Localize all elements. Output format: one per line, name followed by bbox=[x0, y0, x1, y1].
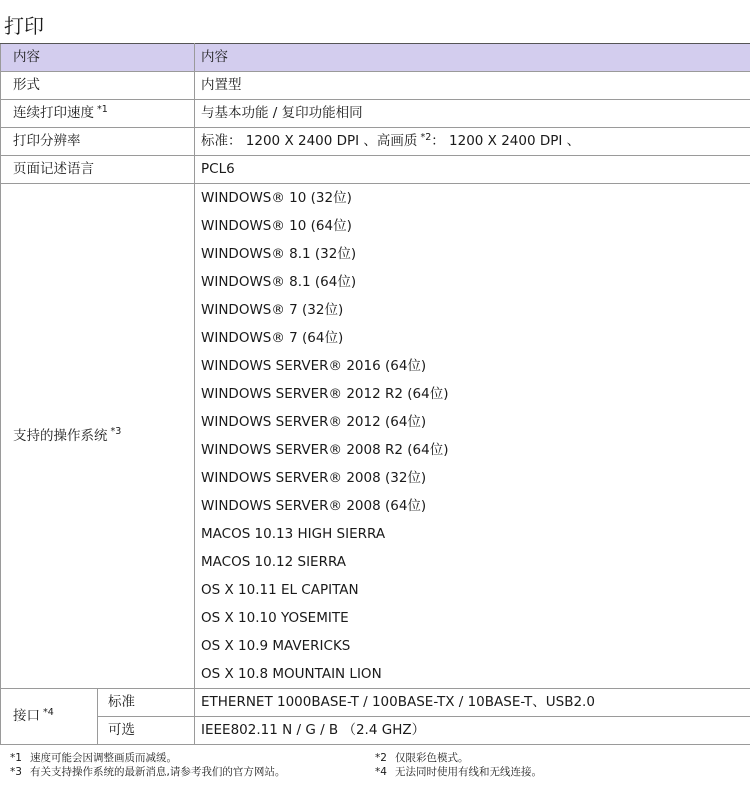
os-item: WINDOWS SERVER® 2008 (64位) bbox=[201, 498, 427, 514]
footnote-1-text: 速度可能会因调整画质而减缓。 bbox=[30, 752, 177, 764]
os-item: WINDOWS® 10 (64位) bbox=[201, 218, 352, 234]
resolution-footnote-ref: *2 bbox=[420, 131, 432, 143]
os-item: MACOS 10.13 HIGH SIERRA bbox=[201, 526, 386, 542]
row-value-resolution bbox=[195, 128, 750, 156]
row-label-interface bbox=[1, 689, 98, 745]
os-item: WINDOWS SERVER® 2008 (32位) bbox=[201, 470, 427, 486]
os-item: OS X 10.9 MAVERICKS bbox=[201, 638, 351, 654]
table-header-row bbox=[1, 44, 750, 72]
os-item: WINDOWS® 8.1 (32位) bbox=[201, 246, 357, 262]
resolution-value-b: ： 1200 X 2400 DPI 、 bbox=[431, 133, 581, 149]
footnote-3-text: 有关支持操作系统的最新消息,请参考我们的官方网站。 bbox=[30, 766, 286, 778]
footnote-3 bbox=[10, 765, 285, 780]
os-footnote-ref: *3 bbox=[110, 426, 122, 437]
os-item: OS X 10.10 YOSEMITE bbox=[201, 610, 349, 626]
header-col2: 内容 bbox=[195, 44, 750, 72]
table-row-resolution bbox=[1, 128, 750, 156]
interface-optional-value: IEEE802.11 N / G / B （2.4 GHZ） bbox=[195, 717, 750, 745]
os-item: WINDOWS SERVER® 2012 (64位) bbox=[201, 414, 427, 430]
interface-optional-label: 可选 bbox=[98, 717, 195, 745]
footnote-1 bbox=[10, 751, 177, 766]
footnote-4 bbox=[375, 765, 542, 780]
os-item: WINDOWS® 7 (32位) bbox=[201, 302, 344, 318]
os-item: MACOS 10.12 SIERRA bbox=[201, 554, 347, 570]
row-label-speed bbox=[1, 100, 195, 128]
table-row-os bbox=[1, 184, 750, 689]
os-label-text: 支持的操作系统 bbox=[13, 427, 108, 444]
row-label-os bbox=[1, 184, 195, 689]
row-label-form: 形式 bbox=[1, 72, 195, 100]
interface-standard-label: 标准 bbox=[98, 689, 195, 717]
os-item: WINDOWS SERVER® 2008 R2 (64位) bbox=[201, 442, 449, 458]
footnote-2-num: *2 bbox=[375, 752, 387, 764]
table-row-interface-standard bbox=[1, 689, 750, 717]
row-label-pdl: 页面记述语言 bbox=[1, 156, 195, 184]
os-item: WINDOWS® 7 (64位) bbox=[201, 330, 344, 346]
table-row-speed bbox=[1, 100, 750, 128]
footnote-4-num: *4 bbox=[375, 766, 387, 778]
row-value-form: 内置型 bbox=[195, 72, 750, 100]
table-row-interface-optional bbox=[1, 717, 750, 745]
os-item: OS X 10.11 EL CAPITAN bbox=[201, 582, 359, 598]
footnote-4-text: 无法同时使用有线和无线连接。 bbox=[395, 766, 542, 778]
page-title: 打印 bbox=[4, 14, 44, 38]
speed-footnote-ref: *1 bbox=[97, 103, 108, 115]
footnote-2-text: 仅限彩色模式。 bbox=[395, 752, 469, 764]
header-col1: 内容 bbox=[1, 44, 195, 72]
os-item: WINDOWS® 10 (32位) bbox=[201, 190, 352, 206]
os-item: WINDOWS SERVER® 2012 R2 (64位) bbox=[201, 386, 449, 402]
row-value-speed: 与基本功能 / 复印功能相同 bbox=[195, 100, 750, 128]
table-row-pdl bbox=[1, 156, 750, 184]
row-value-pdl: PCL6 bbox=[195, 156, 750, 184]
interface-label-text: 接口 bbox=[13, 708, 40, 724]
os-list bbox=[195, 184, 750, 689]
os-item: WINDOWS® 8.1 (64位) bbox=[201, 274, 357, 290]
os-item: OS X 10.8 MOUNTAIN LION bbox=[201, 666, 382, 682]
footnote-2 bbox=[375, 751, 469, 766]
row-label-resolution: 打印分辨率 bbox=[1, 128, 195, 156]
speed-label-text: 连续打印速度 bbox=[13, 105, 94, 121]
footnote-1-num: *1 bbox=[10, 752, 22, 764]
resolution-value-a: 标准： 1200 X 2400 DPI 、高画质 bbox=[201, 133, 418, 149]
footnote-3-num: *3 bbox=[10, 766, 22, 778]
table-row-form bbox=[1, 72, 750, 100]
os-item: WINDOWS SERVER® 2016 (64位) bbox=[201, 358, 427, 374]
interface-standard-value: ETHERNET 1000BASE-T / 100BASE-TX / 10BASE-T、USB2.0 bbox=[195, 689, 750, 717]
spec-table bbox=[0, 43, 750, 745]
interface-footnote-ref: *4 bbox=[43, 706, 54, 718]
